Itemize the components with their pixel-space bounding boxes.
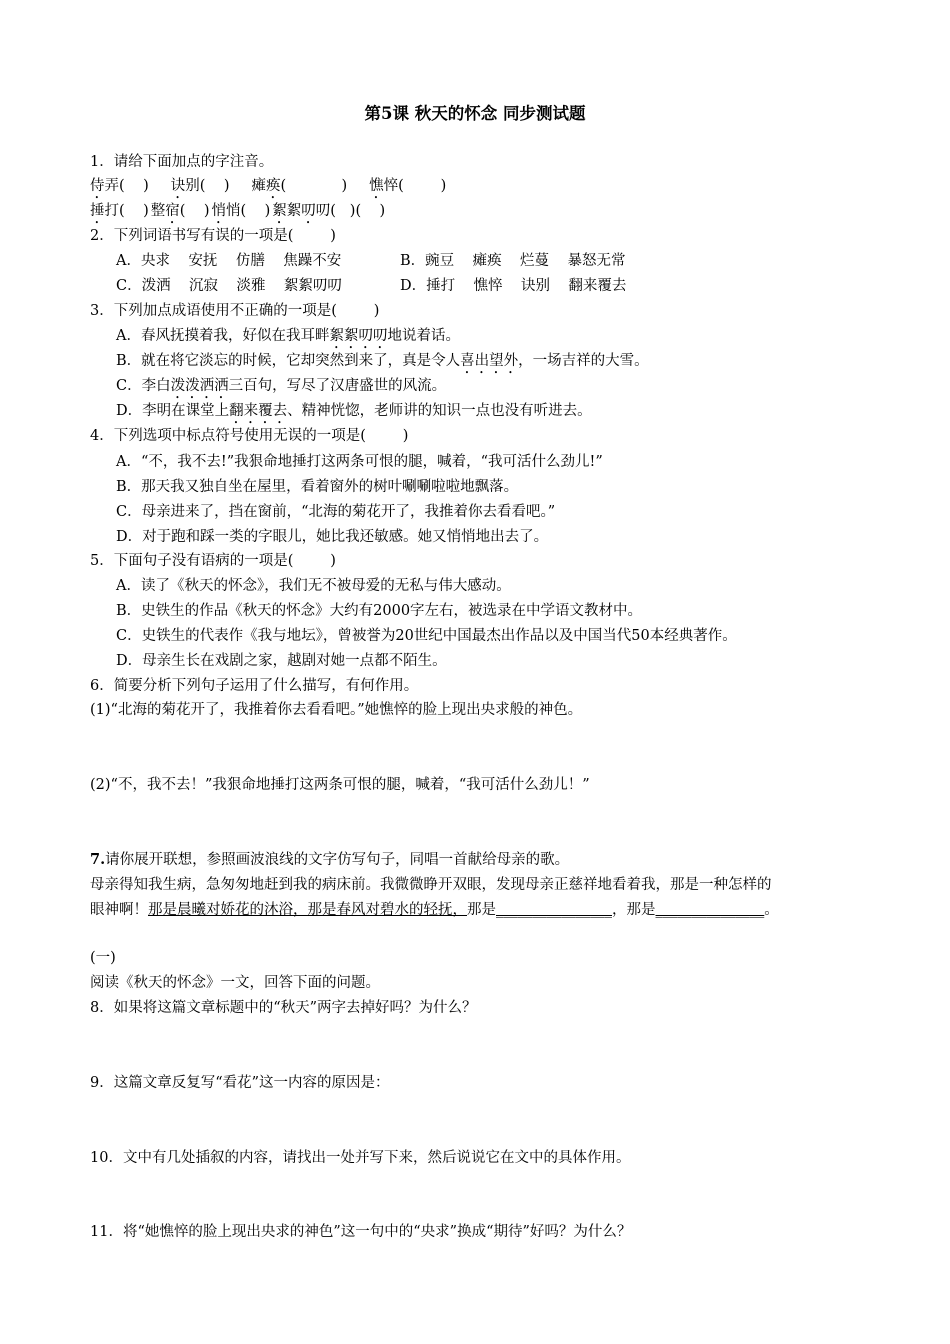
q2-option-d: D．捶打 憔悴 诀别 翻来覆去 — [400, 278, 627, 294]
pinyin-item: 憔悴( ) — [369, 178, 447, 194]
pinyin-blank[interactable]: ( ) — [199, 178, 230, 194]
dotted-idiom: 泼泼洒洒 — [170, 378, 229, 394]
q1-stem: 1．请给下面加点的字注音。 — [90, 154, 274, 170]
q2-option-a: A．央求 安抚 仿膳 焦躁不安 — [116, 253, 342, 269]
q4-option-a: A．“不，我不去!”我狠命地捶打这两条可恨的腿，喊着，“我可活什么劲儿!” — [116, 454, 603, 470]
q3-stem: 3．下列加点成语使用不正确的一项是( ) — [90, 303, 380, 319]
pinyin-blank[interactable]: ( ) — [179, 203, 210, 219]
pinyin-blank[interactable]: ( ) — [240, 203, 271, 219]
q5-option-a: A．读了《秋天的怀念》，我们无不被母爱的无私与伟大感动。 — [116, 578, 511, 594]
page-title: 第5课 秋天的怀念 同步测试题 — [364, 104, 586, 123]
pinyin-item: 瘫痪( ) — [251, 178, 348, 194]
pinyin-item: 絮絮叨叨( )( ) — [272, 203, 386, 219]
q5-option-d: D．母亲生长在戏剧之家，越剧对她一点都不陌生。 — [116, 653, 447, 669]
q7-number: 7. — [90, 851, 106, 868]
answer-blank-1[interactable]: ________________ — [496, 902, 612, 918]
q3-option-b: B．就在将它淡忘的时候，它却突然到来了，真是令人喜出望外，一场吉祥的大雪。 — [116, 353, 649, 369]
q7-passage-line1: 母亲得知我生病，急匆匆地赶到我的病床前。我微微睁开双眼，发现母亲正慈祥地看着我，那是一种怎样的 — [90, 877, 772, 893]
q3-option-d: D．李明在课堂上翻来覆去、精神恍惚，老师讲的知识一点也没有听进去。 — [116, 403, 592, 419]
pinyin-item: 整宿( ) — [150, 203, 210, 219]
section-label: (一) — [90, 950, 116, 966]
q3-option-c: C．李白泼泼洒洒三百句，写尽了汉唐盛世的风流。 — [116, 378, 447, 394]
pinyin-item: 诀别( ) — [170, 178, 230, 194]
q3-option-a: A．春风抚摸着我，好似在我耳畔絮絮叨叨地说着话。 — [116, 328, 460, 344]
wavy-underlined-text: 那是晨曦对娇花的沐浴，那是春风对碧水的轻抚， — [148, 902, 467, 918]
q7-passage-line2: 眼神啊！那是晨曦对娇花的沐浴，那是春风对碧水的轻抚，那是________________，那是_______________。 — [90, 902, 779, 918]
q6-sentence-2: (2)“不，我不去！”我狠命地捶打这两条可恨的腿，喊着，“我可活什么劲儿！” — [90, 777, 590, 793]
q11-text: 11．将“她憔悴的脸上现出央求的神色”这一句中的“央求”换成“期待”好吗？为什么？ — [90, 1224, 632, 1240]
q1-row1 — [90, 176, 446, 202]
q1-row2 — [90, 201, 385, 227]
q2-stem: 2．下列词语书写有误的一项是( ) — [90, 228, 336, 244]
q5-stem: 5．下面句子没有语病的一项是( ) — [90, 553, 336, 569]
pinyin-blank[interactable]: ( ) — [280, 178, 348, 194]
dotted-idiom: 絮絮叨叨 — [329, 328, 388, 344]
q5-option-b: B．史铁生的作品《秋天的怀念》大约有2000字左右，被选录在中学语文教材中。 — [116, 603, 643, 619]
q4-stem: 4．下列选项中标点符号使用无误的一项是( ) — [90, 428, 409, 444]
q4-option-b: B．那天我又独自坐在屋里，看着窗外的树叶唰唰啦啦地飘落。 — [116, 479, 519, 495]
q4-option-d: D．对于跑和踩一类的字眼儿，她比我还敏感。她又悄悄地出去了。 — [116, 529, 549, 545]
q2-option-b: B．豌豆 瘫痪 烂蔓 暴怒无常 — [400, 253, 626, 269]
q6-stem: 6．简要分析下列句子运用了什么描写，有何作用。 — [90, 678, 419, 694]
q4-option-c: C．母亲进来了，挡在窗前，“北海的菊花开了，我推着你去看看吧。” — [116, 504, 556, 520]
section-intro: 阅读《秋天的怀念》一文，回答下面的问题。 — [90, 975, 380, 991]
pinyin-item: 侍弄( ) — [90, 178, 149, 194]
q9-text: 9．这篇文章反复写“看花”这一内容的原因是： — [90, 1075, 390, 1091]
dotted-idiom: 翻来覆去 — [229, 403, 288, 419]
q2-option-c: C．泼洒 沉寂 淡雅 絮絮叨叨 — [116, 278, 342, 294]
dotted-idiom: 喜出望外 — [460, 353, 519, 369]
q5-option-c: C．史铁生的代表作《我与地坛》，曾被誉为20世纪中国最杰出作品以及中国当代50本经典著作。 — [116, 628, 737, 644]
pinyin-blank[interactable]: ( )( ) — [330, 203, 386, 219]
answer-blank-2[interactable]: _______________ — [655, 902, 765, 918]
q6-sentence-1: (1)“北海的菊花开了，我推着你去看看吧。”她憔悴的脸上现出央求般的神色。 — [90, 702, 583, 718]
pinyin-blank[interactable]: ( ) — [119, 178, 149, 194]
q8-text: 8．如果将这篇文章标题中的“秋天”两字去掉好吗？为什么？ — [90, 1000, 477, 1016]
pinyin-blank[interactable]: ( ) — [398, 178, 447, 194]
q7-stem: 7.请你展开联想，参照画波浪线的文字仿写句子，同唱一首献给母亲的歌。 — [90, 851, 570, 868]
q10-text: 10．文中有几处插叙的内容，请找出一处并写下来，然后说说它在文中的具体作用。 — [90, 1150, 631, 1166]
pinyin-item: 捶打( ) — [90, 203, 149, 219]
pinyin-item: 悄悄( ) — [211, 203, 271, 219]
pinyin-blank[interactable]: ( ) — [119, 203, 149, 219]
